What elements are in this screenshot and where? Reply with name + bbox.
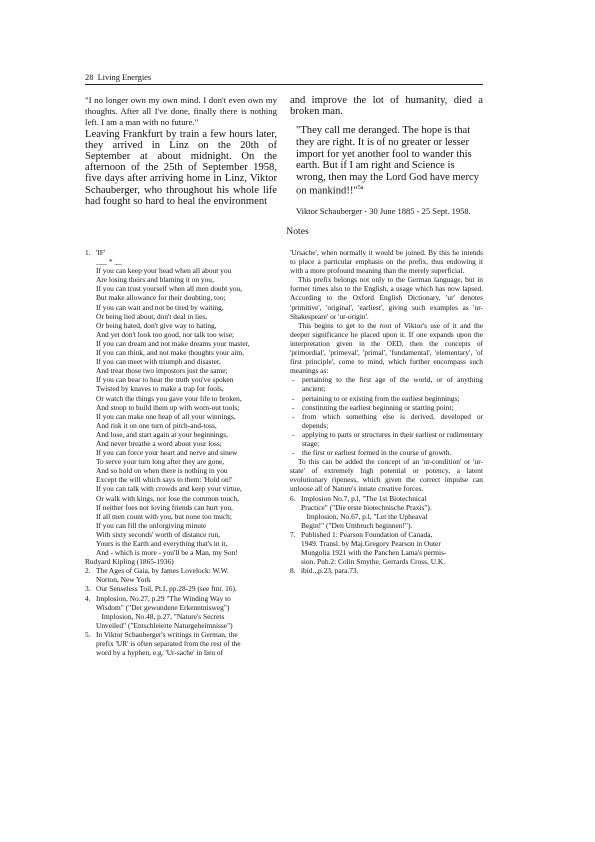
note-number: 2. [85,566,91,576]
poem-line: And stoop to build them up with worn-out tools; [96,402,240,412]
note-1 [85,248,279,266]
poem-line: Or walk with kings, nor lose the common touch, [96,493,239,503]
quote-line: wrong, then may the Lord God have mercy [296,171,479,183]
final-quote [290,125,483,197]
note-line: Implosion, No.27, p.29 "The Winding Way to [96,593,231,603]
note-line: Practice" ("Die erste biotechnische Praxis"). [301,502,432,512]
dash-bullet: - [292,393,295,403]
dash-bullet: - [292,402,295,412]
poem-line: To serve your turn long after they are gone, [96,457,225,467]
meaning-list [290,375,483,457]
note-line: Norton, New York [96,575,151,585]
meaning-item [290,448,483,457]
poem-line: Or watch the things you gave your life to broken, [96,393,242,403]
poem-line: With sixty seconds' worth of distance run, [96,529,220,539]
poem-line: Or being lied about, don't deal in lies, [96,311,208,321]
poem-line: Are losing theirs and blaming it on you, [96,275,214,285]
poem-line: If you can wait and not be tired by waiting, [96,302,224,312]
top-right-column [290,95,483,217]
meaning-text: applying to parts or structures in their earliest or rudimentary stage; [302,429,483,448]
poem-line: And yet don't look too good, nor talk too wise; [96,329,235,339]
notes-right-column [290,248,483,575]
note-line: Unveiled" ("Entschleierte Naturgeheimnisse") [96,620,233,630]
meaning-text: the first or earliest formed in the course of growth. [302,448,452,458]
note-number: 4. [85,593,91,603]
note-entry [85,584,279,593]
note-number: 5. [85,629,91,639]
narrative-paragraph: Leaving Frankfurt by train a few hours later, they arrived in Linz on the 20th of September at about midnight. On the afternoon of the 25th of September 1958, five days after arriving home in Linz, Viktor Schauberger, who throughout his whole life had fought so hard to heal the environment [85,128,277,207]
notes-left-column [85,248,279,657]
note-number: 7. [290,529,296,539]
note-line: Implosion No.7, p.l, "The 1st Biotechnical [301,493,427,503]
poem-line: If you can talk with crowds and keep your virtue, [96,484,242,494]
note-line: Mongolia 1921 with the Panchen Lama's permis- [301,548,447,558]
meaning-item [290,375,483,393]
poem-line: And never breathe a word about your loss; [96,438,222,448]
dash-bullet: - [292,448,295,458]
quote-line: import for yet another fool to wander this [296,148,472,160]
note-entry [290,566,483,575]
note-line: Begin!" ("Den Umbruch beginnen!"). [301,520,413,530]
note-line: ibid.,,p.23, para.73. [301,566,359,576]
meaning-item [290,430,483,448]
note-line: Implosion, No.67, p.l, "Let the Upheaval [301,511,428,521]
meaning-item [290,412,483,430]
dash-bullet: - [292,429,295,439]
note-line: prefix 'UR' is often separated from the rest of the [96,639,241,649]
poem-ornament: ___ * __ [96,257,122,267]
poem-line: If you can dream and not make dreams your master, [96,338,250,348]
note-line: Implosion, No.48, p.27, "Nature's Secrets [96,611,225,621]
poem-line: Except the will which says to them: 'Hold on!' [96,475,233,485]
note-line: 1949. Transl. by Maj.Gregory Pearson in Outer [301,539,441,548]
dash-bullet: - [292,375,295,385]
poem-line: If you can fill the unforgiving minute [96,520,207,530]
left-notes-list [85,566,279,657]
note5-para3: This begins to get to the root of Viktor's use of it and the deeper significance he placed upon it. If one expands upon the interpretation given in the OED, then the concepts of 'primordial', 'primeval', 'primal', 'fundamental', 'elementary', 'of first principle', come to mind, which further encompass such meanings as: [290,320,483,376]
poem-line: If neither foes nor loving friends can hurt you, [96,502,233,512]
poem-line: And - which is more - you'll be a Man, my Son! [96,548,238,558]
poem-line: Twisted by knaves to make a trap for fools, [96,384,224,394]
note-line: word by a hyphen, e.g. 'Ur-sache' in lieu of [96,648,224,658]
poem-line: If you can make one heap of all your winnings, [96,411,236,421]
note-line: Our Senseless Toil, Pt.I, pp.28-29 (see ftnt. 16). [96,584,237,594]
quote-line: on mankind!!" [296,185,358,197]
signature-line: Viktor Schauberger - 30 June 1885 - 25 Sept. 1958. [296,205,471,216]
meaning-item [290,394,483,403]
poem-title: 'IF' [96,248,106,257]
poem-line: If you can meet with triumph and disaster, [96,357,221,367]
header-rule [85,84,483,85]
poem-line: If you can think, and not make thoughts your aim, [96,348,244,358]
dash-bullet: - [292,411,295,421]
right-notes-list [290,494,483,576]
note-line: Wisdom" ("Der gewundene Erkenntnisweg") [96,602,230,612]
running-title: Living Energies [97,73,152,82]
note-entry [85,630,279,657]
poem-line: But make allowance for their doubting, too; [96,293,226,303]
poem-line: Yours is the Earth and everything that's in it, [96,539,228,548]
note-entry [290,530,483,566]
footnote-ref: 5a [357,185,364,192]
page-number: 28 [85,73,94,82]
note5-para4: To this can be added the concept of an 'ur-condition' or 'ur-state' of extremely high potential or potency, a latent evolutionary ripeness, which given the correct impulse can unloose all of Nature's innate creative forces. [290,457,483,494]
note-number: 3. [85,584,91,594]
note-entry [85,594,279,630]
poem-line: If you can trust yourself when all men doubt you, [96,284,243,294]
poem-attribution: Rudyard Kipling (1865-1936) [85,557,174,567]
note-line: In Viktor Schauberger's writings in German, the [96,629,238,639]
narrative-continuation: and improve the lot of humanity, died a broken man. [290,95,483,118]
poem-line: If you can keep your head when all about you [96,266,232,276]
meaning-text: constituting the earliest beginning or starting point; [302,402,454,412]
poem-line: And so hold on when there is nothing in you [96,466,228,476]
meaning-text: pertaining to or existing from the earliest beginnings; [302,393,460,403]
poem-line: If you can force your heart and nerve and sinew [96,448,238,458]
poem-line: And treat those two impostors just the same; [96,366,228,376]
note-line: The Ages of Gaia, by James Lovelock: W.W. [96,566,229,576]
note-number: 8. [290,566,296,576]
poem-line: If all men count with you, but none too much; [96,511,232,521]
poem-line: If you can bear to hear the truth you've spoken [96,375,234,385]
poem-line: And risk it on one turn of pitch-and-toss, [96,420,217,430]
note-entry [85,566,279,584]
quote-line: they are right. It is of no greater or lesser [296,137,469,148]
meaning-text: pertaining to the first age of the world, or of anything ancient; [302,375,483,394]
meaning-text: from which something else is derived, developed or depends; [302,411,483,430]
note-line: sion. Pub.2: Colin Smythe, Gerrards Cross, U.K. [301,557,446,567]
note5-para2: This prefix belongs not only to the German language, but in former times also to the English, a usage which has now lapsed. According to the Oxford English Dictionary, 'ur' denotes 'primitive', 'original', 'earliest', giving such examples as 'ur-Shakespeare' or 'ur-origin'. [290,275,483,321]
note-number: 1. [85,248,91,257]
poem-line: And lose, and start again at your beginnings, [96,429,228,439]
note-line: Published 1: Pearson Foundation of Canada, [301,529,433,539]
running-header [85,73,151,82]
poem-if [85,266,279,557]
quote-line: "They call me deranged. The hope is that [296,125,471,137]
note-entry [290,494,483,530]
note5-continuation: 'Ursache', when normally it would be joined. By this he intends to place a particular emphasis on the prefix, thus endowing it with a more profound meaning than the merely superficial. [290,248,483,276]
poem-line: Or being hated, don't give way to hating, [96,320,217,330]
note-number: 6. [290,493,296,503]
quote-paragraph: "I no longer own my own mind. I don't even own my thoughts. After all I've done, finally there is nothing left. I am a man with no future." [85,95,277,128]
quote-line: earth. But if I am right and Science is [296,160,455,172]
notes-heading: Notes [286,226,309,237]
meaning-item [290,403,483,412]
top-left-column [85,95,277,207]
